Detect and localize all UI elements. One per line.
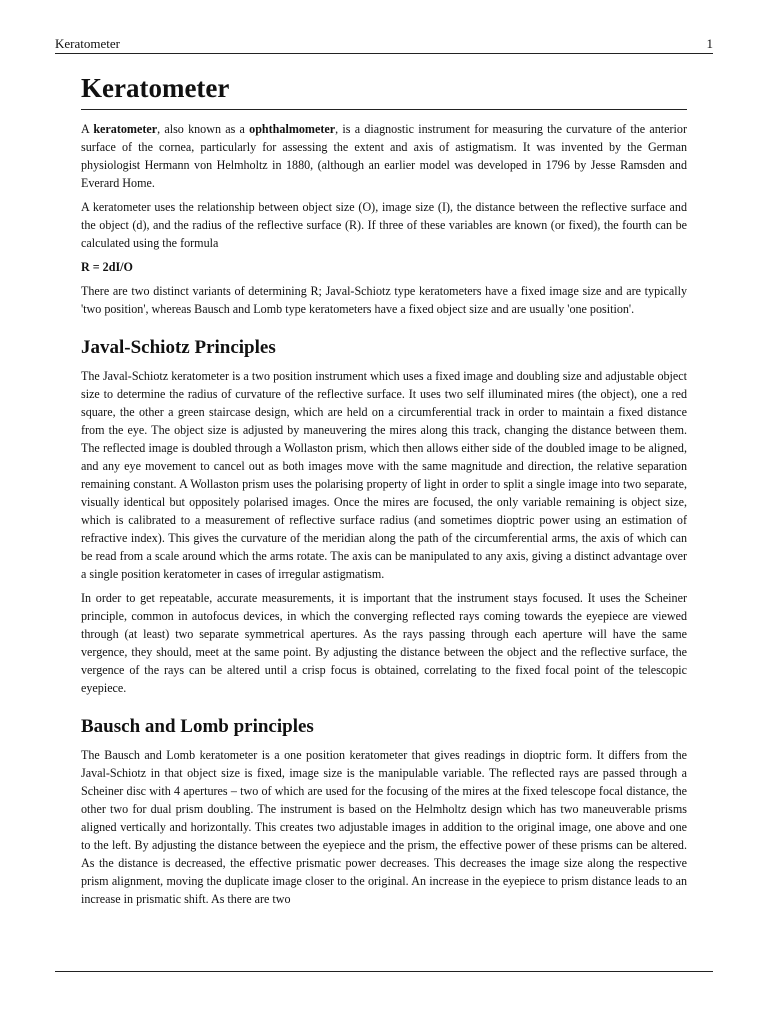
running-title: Keratometer (55, 36, 120, 51)
running-header (55, 36, 713, 54)
bausch-lomb-paragraph-1: The Bausch and Lomb keratometer is a one position keratometer that gives readings in dioptric form. It differs from the Javal-Schiotz in that object size is fixed, image size is the manipulable variable. The reflected rays are passed through a Scheiner disc with 4 apertures – two of which are used for the focusing of the mires at the fixed telescope focal distance, the other two for dual prism doubling. The instrument is based on the Helmholtz design which has two maneuverable prisms aligned vertically and horizontally. This creates two adjustable images in addition to the original image, one above and one to the left. By adjusting the distance between the eyepiece and the prism, the effective power of these prisms can be altered. As the distance is decreased, the effective prismatic power decreases. This decreases the image size along the respective prism alignment, moving the duplicate image closer to the original. An increase in the eyepiece to prism distance leads to an increase in prismatic shift. As there are two (81, 748, 687, 906)
term-keratometer: keratometer (93, 122, 158, 136)
section-heading-javal-schiotz: Javal-Schiotz Principles (81, 337, 276, 358)
term-ophthalmometer: ophthalmometer (249, 122, 336, 136)
page-title: Keratometer (81, 70, 687, 110)
variants-paragraph: There are two distinct variants of determining R; Javal-Schiotz type keratometers have a fixed image size and are typically 'two position', whereas Bausch and Lomb type keratometers have a fixed object size and are usually 'one position'. (81, 284, 687, 316)
article-body (81, 70, 687, 914)
page-number: 1 (706, 36, 713, 51)
footer-rule (55, 971, 713, 972)
javal-schiotz-paragraph-1: The Javal-Schiotz keratometer is a two position instrument which uses a fixed image and doubling size and adjustable object size to determine the radius of curvature of the reflective surface. It uses two self illuminated mires (the object), one a red square, the other a green staircase design, which are held on a circumferential track in order to maintain a fixed distance from the eye. The object size is adjusted by maneuvering the mires along this track, changing the distance between them. The reflected image is doubled through a Wollaston prism, which then allows either side of the doubled image to be aligned, and any eye movement to cancel out as both images move with the same magnitude and direction, the relative separation remaining constant. A Wollaston prism uses the polarising property of light in order to split a single image into two separate, visually identical but oppositely polarised images. Once the mires are focused, the only variable remaining is object size, which is calibrated to a measurement of reflective surface radius (and sometimes dioptric power using an estimation of refractive index). This gives the curvature of the meridian along the path of the circumferential arms, the axis of which can be read from a scale around which the arms rotate. The axis can be manipulated to any axis, giving a distinct advantage over a single position keratometer in cases of irregular astigmatism. (81, 369, 687, 581)
formula: R = 2dI/O (81, 260, 133, 274)
relationship-paragraph: A keratometer uses the relationship between object size (O), image size (I), the distance between the reflective surface and the object (d), and the radius of the reflective surface (R). If three of these variables are known (or fixed), the fourth can be calculated using the formula (81, 200, 687, 250)
intro-paragraph: A keratometer, also known as a ophthalmometer, is a diagnostic instrument for measuring the curvature of the anterior surface of the cornea, particularly for assessing the extent and axis of astigmatism. It was invented by the German physiologist Hermann von Helmholtz in 1880, (although an earlier model was developed in 1796 by Jesse Ramsden and Everard Home. (81, 122, 687, 190)
section-heading-bausch-lomb: Bausch and Lomb principles (81, 716, 314, 737)
javal-schiotz-paragraph-2: In order to get repeatable, accurate measurements, it is important that the instrument stays focused. It uses the Scheiner principle, common in autofocus devices, in which the converging reflected rays coming towards the eyepiece are viewed through (at least) two separate symmetrical apertures. As the rays passing through each aperture will have the same vergence, they should, meet at the same point. By adjusting the distance between the object and the reflective surface, the vergence of the rays can be altered until a crisp focus is obtained, correlating to the fixed focal point of the telescopic eyepiece. (81, 591, 687, 695)
